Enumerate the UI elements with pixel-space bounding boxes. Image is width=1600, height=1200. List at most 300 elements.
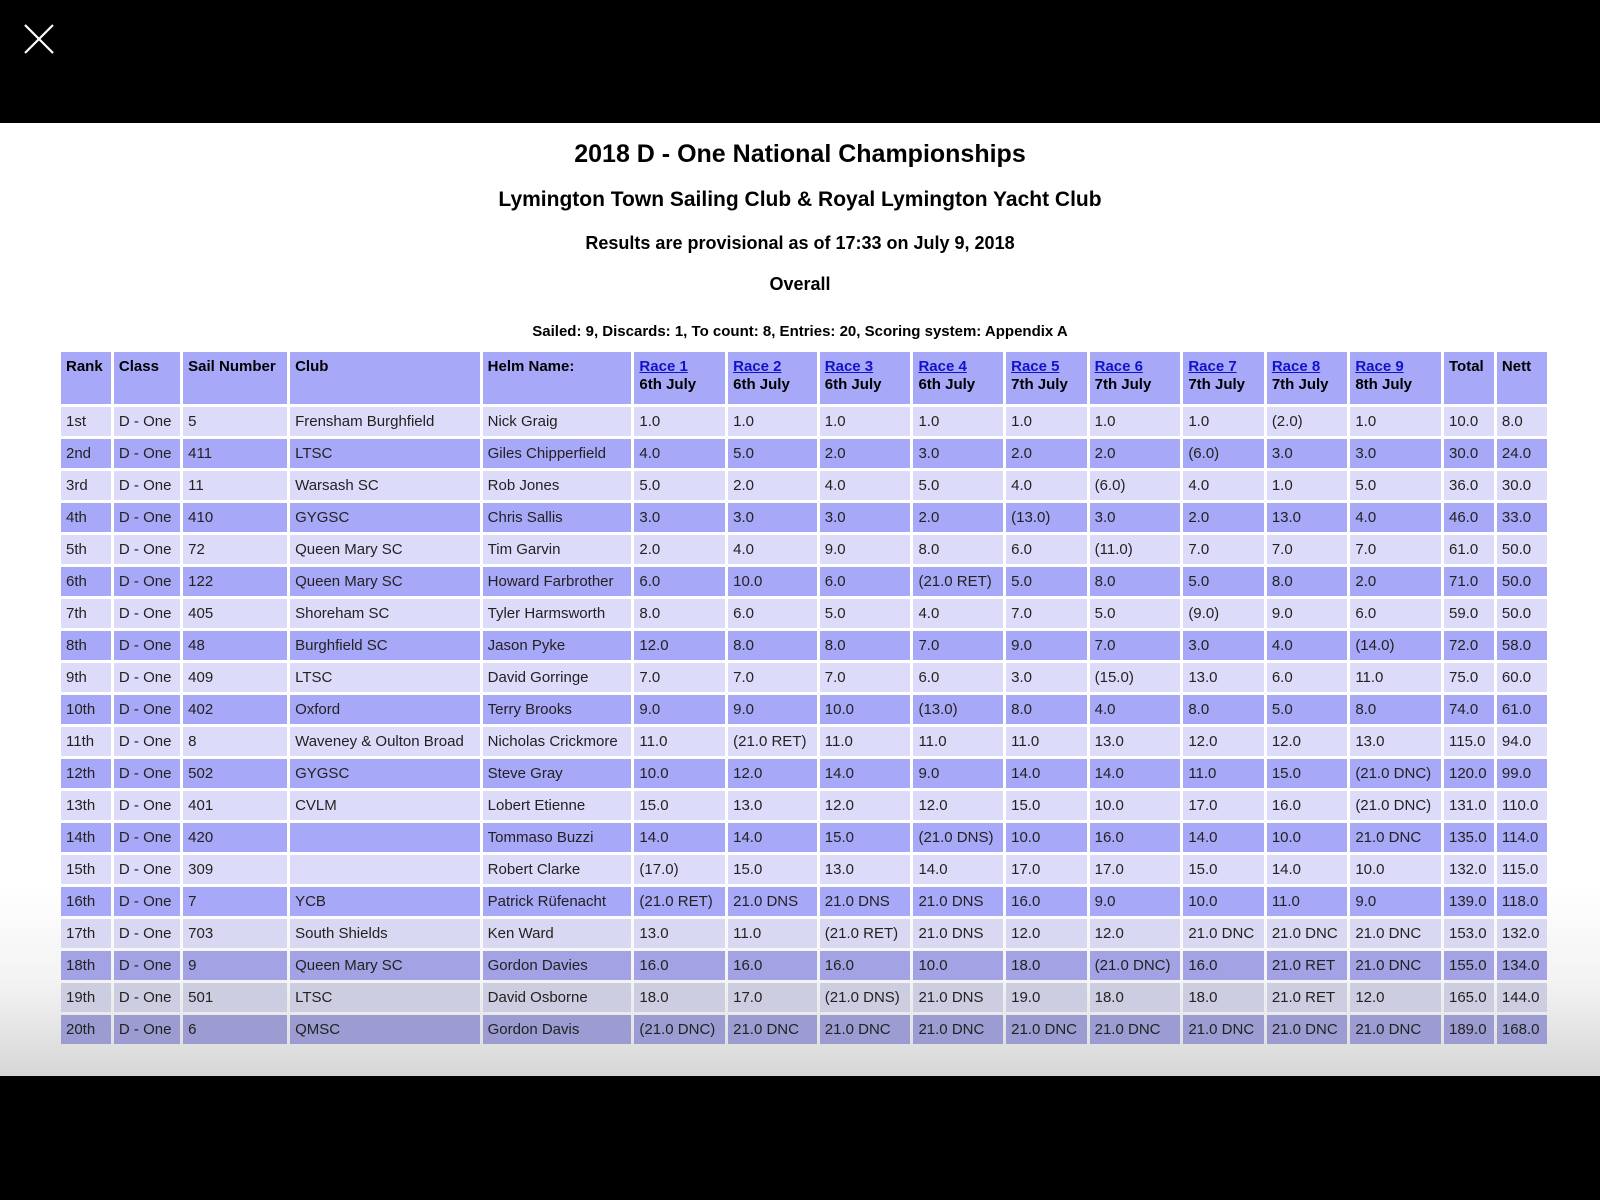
race-1-score-cell: (21.0 RET) xyxy=(634,887,725,916)
race-2-score-cell: 21.0 DNS xyxy=(728,887,817,916)
race-3-score-cell: 21.0 DNC xyxy=(820,1015,911,1044)
club-cell: Queen Mary SC xyxy=(290,567,480,596)
summary-line: Sailed: 9, Discards: 1, To count: 8, Entries: 20, Scoring system: Appendix A xyxy=(532,323,1068,340)
race-8-score-cell: 5.0 xyxy=(1267,695,1348,724)
rank-cell: 2nd xyxy=(61,439,111,468)
race-2-score-cell: 12.0 xyxy=(728,759,817,788)
rank-cell: 10th xyxy=(61,695,111,724)
race-9-score-cell: 21.0 DNC xyxy=(1350,1015,1441,1044)
race-6-score-cell: 3.0 xyxy=(1090,503,1181,532)
club-cell: QMSC xyxy=(290,1015,480,1044)
race-6-score-cell: 1.0 xyxy=(1090,407,1181,436)
race-3-score-cell: 1.0 xyxy=(820,407,911,436)
race-3-score-cell: 4.0 xyxy=(820,471,911,500)
rank-cell: 13th xyxy=(61,791,111,820)
race-7-score-cell: 18.0 xyxy=(1183,983,1264,1012)
race-9-score-cell: (21.0 DNC) xyxy=(1350,791,1441,820)
nett-cell: 24.0 xyxy=(1497,439,1547,468)
total-cell: 75.0 xyxy=(1444,663,1494,692)
race-9-score-cell: 21.0 DNC xyxy=(1350,919,1441,948)
race-9-score-cell: 13.0 xyxy=(1350,727,1441,756)
race-2-score-cell: 9.0 xyxy=(728,695,817,724)
rank-cell: 6th xyxy=(61,567,111,596)
race-9-score-cell: 1.0 xyxy=(1350,407,1441,436)
race-9-score-cell: 10.0 xyxy=(1350,855,1441,884)
race-5-score-cell: 2.0 xyxy=(1006,439,1087,468)
nett-cell: 134.0 xyxy=(1497,951,1547,980)
race-5-score-cell: 8.0 xyxy=(1006,695,1087,724)
race-4-score-cell: 21.0 DNC xyxy=(913,1015,1003,1044)
race-8-score-cell: 21.0 RET xyxy=(1267,983,1348,1012)
nett-cell: 60.0 xyxy=(1497,663,1547,692)
race-2-score-cell: (21.0 RET) xyxy=(728,727,817,756)
nett-cell: 115.0 xyxy=(1497,855,1547,884)
race-4-score-cell: 6.0 xyxy=(913,663,1003,692)
rank-cell: 7th xyxy=(61,599,111,628)
race-2-date: 6th July xyxy=(733,376,790,393)
class-cell: D - One xyxy=(114,471,180,500)
race-7-score-cell: 14.0 xyxy=(1183,823,1264,852)
sail-number-cell: 6 xyxy=(183,1015,287,1044)
race-4-score-cell: 2.0 xyxy=(913,503,1003,532)
race-3-score-cell: 10.0 xyxy=(820,695,911,724)
race-1-score-cell: 13.0 xyxy=(634,919,725,948)
helm-cell: Terry Brooks xyxy=(483,695,632,724)
race-1-score-cell: 7.0 xyxy=(634,663,725,692)
total-cell: 10.0 xyxy=(1444,407,1494,436)
race-9-score-cell: 3.0 xyxy=(1350,439,1441,468)
race-6-score-cell: (6.0) xyxy=(1090,471,1181,500)
race-6-score-cell: 14.0 xyxy=(1090,759,1181,788)
race-1-score-cell: 16.0 xyxy=(634,951,725,980)
table-row xyxy=(61,503,1547,532)
club-cell: GYGSC xyxy=(290,759,480,788)
race-9-score-cell: 11.0 xyxy=(1350,663,1441,692)
helm-cell: Gordon Davis xyxy=(483,1015,632,1044)
helm-cell: Robert Clarke xyxy=(483,855,632,884)
club-cell xyxy=(290,823,480,852)
race-3-link[interactable]: Race 3 xyxy=(824,358,874,375)
table-row xyxy=(61,663,1547,692)
class-cell: D - One xyxy=(114,823,180,852)
club-cell: LTSC xyxy=(290,663,480,692)
club-cell: LTSC xyxy=(290,983,480,1012)
race-7-score-cell: 10.0 xyxy=(1183,887,1264,916)
rank-cell: 14th xyxy=(61,823,111,852)
sail-number-cell: 309 xyxy=(183,855,287,884)
class-cell: D - One xyxy=(114,727,180,756)
race-2-score-cell: 15.0 xyxy=(728,855,817,884)
class-cell: D - One xyxy=(114,983,180,1012)
helm-cell: Patrick Rüfenacht xyxy=(483,887,632,916)
race-8-score-cell: 21.0 DNC xyxy=(1267,919,1348,948)
race-2-link[interactable]: Race 2 xyxy=(733,358,782,375)
race-3-score-cell: 13.0 xyxy=(820,855,911,884)
club-cell: Frensham Burghfield xyxy=(290,407,480,436)
race-7-score-cell: 4.0 xyxy=(1183,471,1264,500)
race-3-score-cell: 2.0 xyxy=(820,439,911,468)
sail-number-cell: 5 xyxy=(183,407,287,436)
race-6-score-cell: 12.0 xyxy=(1090,919,1181,948)
race-6-score-cell: 13.0 xyxy=(1090,727,1181,756)
race-7-score-cell: 15.0 xyxy=(1183,855,1264,884)
section-heading: Overall xyxy=(769,274,831,294)
helm-cell: Giles Chipperfield xyxy=(483,439,632,468)
race-9-score-cell: 5.0 xyxy=(1350,471,1441,500)
race-9-score-cell: 21.0 DNC xyxy=(1350,823,1441,852)
race-7-score-cell: 21.0 DNC xyxy=(1183,919,1264,948)
race-2-score-cell: 2.0 xyxy=(728,471,817,500)
race-9-score-cell: (21.0 DNC) xyxy=(1350,759,1441,788)
header-race-2 xyxy=(728,352,817,404)
club-cell: Queen Mary SC xyxy=(290,535,480,564)
race-9-score-cell: 12.0 xyxy=(1350,983,1441,1012)
race-1-score-cell: 4.0 xyxy=(634,439,725,468)
race-4-score-cell: 5.0 xyxy=(913,471,1003,500)
rank-cell: 5th xyxy=(61,535,111,564)
race-4-score-cell: (21.0 DNS) xyxy=(913,823,1003,852)
race-1-score-cell: 1.0 xyxy=(634,407,725,436)
race-2-score-cell: 5.0 xyxy=(728,439,817,468)
header-nett: Nett xyxy=(1497,352,1547,404)
race-6-score-cell: 5.0 xyxy=(1090,599,1181,628)
race-7-score-cell: (9.0) xyxy=(1183,599,1264,628)
club-cell: Oxford xyxy=(290,695,480,724)
table-row xyxy=(61,439,1547,468)
table-row xyxy=(61,919,1547,948)
race-9-score-cell: 7.0 xyxy=(1350,535,1441,564)
race-4-date: 6th July xyxy=(918,376,976,393)
nett-cell: 144.0 xyxy=(1497,983,1547,1012)
race-6-link[interactable]: Race 6 xyxy=(1094,358,1143,375)
class-cell: D - One xyxy=(114,663,180,692)
sail-number-cell: 7 xyxy=(183,887,287,916)
race-9-link[interactable]: Race 9 xyxy=(1355,358,1404,375)
race-9-score-cell: 4.0 xyxy=(1350,503,1441,532)
race-4-link[interactable]: Race 4 xyxy=(918,358,967,375)
helm-cell: Steve Gray xyxy=(483,759,632,788)
table-row xyxy=(61,951,1547,980)
race-8-score-cell: 21.0 RET xyxy=(1267,951,1348,980)
race-3-score-cell: 6.0 xyxy=(820,567,911,596)
helm-cell: Chris Sallis xyxy=(483,503,632,532)
class-cell: D - One xyxy=(114,599,180,628)
total-cell: 165.0 xyxy=(1444,983,1494,1012)
helm-cell: Lobert Etienne xyxy=(483,791,632,820)
race-4-score-cell: 7.0 xyxy=(913,631,1003,660)
race-4-score-cell: 21.0 DNS xyxy=(913,919,1003,948)
race-4-score-cell: 11.0 xyxy=(913,727,1003,756)
race-7-score-cell: 16.0 xyxy=(1183,951,1264,980)
race-4-score-cell: (13.0) xyxy=(913,695,1003,724)
race-5-score-cell: 14.0 xyxy=(1006,759,1087,788)
nett-cell: 118.0 xyxy=(1497,887,1547,916)
race-6-score-cell: 2.0 xyxy=(1090,439,1181,468)
sail-number-cell: 501 xyxy=(183,983,287,1012)
race-8-score-cell: (2.0) xyxy=(1267,407,1348,436)
sail-number-cell: 409 xyxy=(183,663,287,692)
race-8-score-cell: 11.0 xyxy=(1267,887,1348,916)
race-1-score-cell: (17.0) xyxy=(634,855,725,884)
race-2-score-cell: 16.0 xyxy=(728,951,817,980)
race-7-score-cell: 17.0 xyxy=(1183,791,1264,820)
helm-cell: Nicholas Crickmore xyxy=(483,727,632,756)
helm-cell: Jason Pyke xyxy=(483,631,632,660)
race-7-score-cell: 8.0 xyxy=(1183,695,1264,724)
sail-number-cell: 405 xyxy=(183,599,287,628)
nett-cell: 94.0 xyxy=(1497,727,1547,756)
helm-cell: Nick Graig xyxy=(483,407,632,436)
header-race-5 xyxy=(1006,352,1087,404)
race-4-score-cell: 3.0 xyxy=(913,439,1003,468)
race-5-score-cell: 11.0 xyxy=(1006,727,1087,756)
header-club: Club xyxy=(290,352,480,404)
total-cell: 30.0 xyxy=(1444,439,1494,468)
race-5-date: 7th July xyxy=(1011,376,1068,393)
rank-cell: 3rd xyxy=(61,471,111,500)
table-row xyxy=(61,983,1547,1012)
race-8-score-cell: 13.0 xyxy=(1267,503,1348,532)
header-race-4 xyxy=(913,352,1003,404)
race-1-score-cell: 15.0 xyxy=(634,791,725,820)
club-cell: LTSC xyxy=(290,439,480,468)
table-row xyxy=(61,855,1547,884)
total-cell: 153.0 xyxy=(1444,919,1494,948)
sail-number-cell: 410 xyxy=(183,503,287,532)
total-cell: 131.0 xyxy=(1444,791,1494,820)
race-6-score-cell: 16.0 xyxy=(1090,823,1181,852)
header-sail-number: Sail Number xyxy=(183,352,287,404)
race-1-score-cell: 5.0 xyxy=(634,471,725,500)
race-1-score-cell: 2.0 xyxy=(634,535,725,564)
helm-cell: David Gorringe xyxy=(483,663,632,692)
race-5-score-cell: 7.0 xyxy=(1006,599,1087,628)
class-cell: D - One xyxy=(114,407,180,436)
race-6-score-cell: 4.0 xyxy=(1090,695,1181,724)
race-5-score-cell: 15.0 xyxy=(1006,791,1087,820)
total-cell: 132.0 xyxy=(1444,855,1494,884)
race-1-score-cell: 12.0 xyxy=(634,631,725,660)
race-6-score-cell: (11.0) xyxy=(1090,535,1181,564)
total-cell: 61.0 xyxy=(1444,535,1494,564)
race-5-score-cell: 3.0 xyxy=(1006,663,1087,692)
nett-cell: 50.0 xyxy=(1497,599,1547,628)
club-cell: Waveney & Oulton Broad xyxy=(290,727,480,756)
table-row xyxy=(61,1015,1547,1044)
provisional-notice: Results are provisional as of 17:33 on July 9, 2018 xyxy=(585,233,1015,253)
results-table xyxy=(58,349,1550,1047)
race-2-score-cell: 17.0 xyxy=(728,983,817,1012)
race-4-score-cell: 10.0 xyxy=(913,951,1003,980)
race-6-date: 7th July xyxy=(1094,376,1152,393)
sail-number-cell: 48 xyxy=(183,631,287,660)
race-2-score-cell: 1.0 xyxy=(728,407,817,436)
race-5-score-cell: 4.0 xyxy=(1006,471,1087,500)
rank-cell: 11th xyxy=(61,727,111,756)
race-8-score-cell: 12.0 xyxy=(1267,727,1348,756)
helm-cell: Rob Jones xyxy=(483,471,632,500)
race-2-score-cell: 10.0 xyxy=(728,567,817,596)
class-cell: D - One xyxy=(114,631,180,660)
race-5-score-cell: 12.0 xyxy=(1006,919,1087,948)
race-1-score-cell: 3.0 xyxy=(634,503,725,532)
class-cell: D - One xyxy=(114,567,180,596)
rank-cell: 18th xyxy=(61,951,111,980)
race-1-score-cell: 8.0 xyxy=(634,599,725,628)
race-8-score-cell: 1.0 xyxy=(1267,471,1348,500)
nett-cell: 110.0 xyxy=(1497,791,1547,820)
sail-number-cell: 9 xyxy=(183,951,287,980)
rank-cell: 17th xyxy=(61,919,111,948)
club-cell: GYGSC xyxy=(290,503,480,532)
sail-number-cell: 420 xyxy=(183,823,287,852)
nett-cell: 50.0 xyxy=(1497,535,1547,564)
race-5-link[interactable]: Race 5 xyxy=(1011,358,1060,375)
race-5-score-cell: 6.0 xyxy=(1006,535,1087,564)
total-cell: 115.0 xyxy=(1444,727,1494,756)
club-cell: Burghfield SC xyxy=(290,631,480,660)
race-4-score-cell: 21.0 DNS xyxy=(913,983,1003,1012)
page-title: 2018 D - One National Championships xyxy=(574,140,1026,168)
race-1-score-cell: 14.0 xyxy=(634,823,725,852)
nett-cell: 132.0 xyxy=(1497,919,1547,948)
class-cell: D - One xyxy=(114,1015,180,1044)
helm-cell: Tommaso Buzzi xyxy=(483,823,632,852)
race-5-score-cell: 18.0 xyxy=(1006,951,1087,980)
total-cell: 135.0 xyxy=(1444,823,1494,852)
helm-cell: Tyler Harmsworth xyxy=(483,599,632,628)
class-cell: D - One xyxy=(114,695,180,724)
race-3-score-cell: 15.0 xyxy=(820,823,911,852)
race-2-score-cell: 13.0 xyxy=(728,791,817,820)
race-1-link[interactable]: Race 1 xyxy=(639,358,688,375)
race-5-score-cell: 17.0 xyxy=(1006,855,1087,884)
total-cell: 59.0 xyxy=(1444,599,1494,628)
race-8-score-cell: 21.0 DNC xyxy=(1267,1015,1348,1044)
table-row xyxy=(61,695,1547,724)
header-race-9 xyxy=(1350,352,1441,404)
rank-cell: 19th xyxy=(61,983,111,1012)
race-2-score-cell: 11.0 xyxy=(728,919,817,948)
header-helm-name: Helm Name: xyxy=(483,352,632,404)
sail-number-cell: 72 xyxy=(183,535,287,564)
race-8-score-cell: 15.0 xyxy=(1267,759,1348,788)
race-4-score-cell: 9.0 xyxy=(913,759,1003,788)
helm-cell: David Osborne xyxy=(483,983,632,1012)
race-1-score-cell: (21.0 DNC) xyxy=(634,1015,725,1044)
class-cell: D - One xyxy=(114,887,180,916)
nett-cell: 33.0 xyxy=(1497,503,1547,532)
race-2-score-cell: 4.0 xyxy=(728,535,817,564)
race-1-score-cell: 11.0 xyxy=(634,727,725,756)
nett-cell: 61.0 xyxy=(1497,695,1547,724)
venue-heading: Lymington Town Sailing Club & Royal Lymington Yacht Club xyxy=(498,188,1102,211)
helm-cell: Tim Garvin xyxy=(483,535,632,564)
header-race-8 xyxy=(1267,352,1348,404)
helm-cell: Gordon Davies xyxy=(483,951,632,980)
race-3-score-cell: 3.0 xyxy=(820,503,911,532)
table-row xyxy=(61,535,1547,564)
nett-cell: 30.0 xyxy=(1497,471,1547,500)
club-cell: Queen Mary SC xyxy=(290,951,480,980)
class-cell: D - One xyxy=(114,759,180,788)
race-7-date: 7th July xyxy=(1188,376,1245,393)
table-row xyxy=(61,631,1547,660)
race-9-score-cell: 6.0 xyxy=(1350,599,1441,628)
total-cell: 74.0 xyxy=(1444,695,1494,724)
rank-cell: 4th xyxy=(61,503,111,532)
race-8-date: 7th July xyxy=(1271,376,1329,393)
race-3-score-cell: 11.0 xyxy=(820,727,911,756)
header-race-7 xyxy=(1183,352,1264,404)
sail-number-cell: 411 xyxy=(183,439,287,468)
race-6-score-cell: 17.0 xyxy=(1090,855,1181,884)
race-9-score-cell: 2.0 xyxy=(1350,567,1441,596)
header-total: Total xyxy=(1444,352,1494,404)
race-7-score-cell: 2.0 xyxy=(1183,503,1264,532)
sail-number-cell: 703 xyxy=(183,919,287,948)
race-4-score-cell: 12.0 xyxy=(913,791,1003,820)
club-cell: Warsash SC xyxy=(290,471,480,500)
race-9-score-cell: 9.0 xyxy=(1350,887,1441,916)
race-2-score-cell: 6.0 xyxy=(728,599,817,628)
table-row xyxy=(61,567,1547,596)
race-5-score-cell: 21.0 DNC xyxy=(1006,1015,1087,1044)
sail-number-cell: 8 xyxy=(183,727,287,756)
total-cell: 189.0 xyxy=(1444,1015,1494,1044)
helm-cell: Howard Farbrother xyxy=(483,567,632,596)
race-5-score-cell: 5.0 xyxy=(1006,567,1087,596)
nett-cell: 99.0 xyxy=(1497,759,1547,788)
race-1-score-cell: 10.0 xyxy=(634,759,725,788)
race-4-score-cell: 4.0 xyxy=(913,599,1003,628)
close-button[interactable] xyxy=(22,22,56,56)
nett-cell: 58.0 xyxy=(1497,631,1547,660)
race-9-score-cell: 8.0 xyxy=(1350,695,1441,724)
race-8-score-cell: 7.0 xyxy=(1267,535,1348,564)
race-3-score-cell: 16.0 xyxy=(820,951,911,980)
header-rank: Rank xyxy=(61,352,111,404)
table-row xyxy=(61,791,1547,820)
nett-cell: 114.0 xyxy=(1497,823,1547,852)
race-7-score-cell: 21.0 DNC xyxy=(1183,1015,1264,1044)
nett-cell: 168.0 xyxy=(1497,1015,1547,1044)
race-3-score-cell: 5.0 xyxy=(820,599,911,628)
race-3-score-cell: 21.0 DNS xyxy=(820,887,911,916)
table-row xyxy=(61,887,1547,916)
race-7-score-cell: 12.0 xyxy=(1183,727,1264,756)
header-row xyxy=(61,352,1547,404)
race-7-score-cell: 1.0 xyxy=(1183,407,1264,436)
race-7-link[interactable]: Race 7 xyxy=(1188,358,1237,375)
results-page xyxy=(0,123,1600,1076)
rank-cell: 20th xyxy=(61,1015,111,1044)
rank-cell: 9th xyxy=(61,663,111,692)
race-2-score-cell: 7.0 xyxy=(728,663,817,692)
race-5-score-cell: 9.0 xyxy=(1006,631,1087,660)
race-1-score-cell: 9.0 xyxy=(634,695,725,724)
race-2-score-cell: 3.0 xyxy=(728,503,817,532)
table-row xyxy=(61,599,1547,628)
race-6-score-cell: 10.0 xyxy=(1090,791,1181,820)
race-8-link[interactable]: Race 8 xyxy=(1271,358,1321,375)
race-6-score-cell: 9.0 xyxy=(1090,887,1181,916)
sail-number-cell: 402 xyxy=(183,695,287,724)
nett-cell: 50.0 xyxy=(1497,567,1547,596)
club-cell xyxy=(290,855,480,884)
race-3-score-cell: (21.0 RET) xyxy=(820,919,911,948)
race-8-score-cell: 4.0 xyxy=(1267,631,1348,660)
